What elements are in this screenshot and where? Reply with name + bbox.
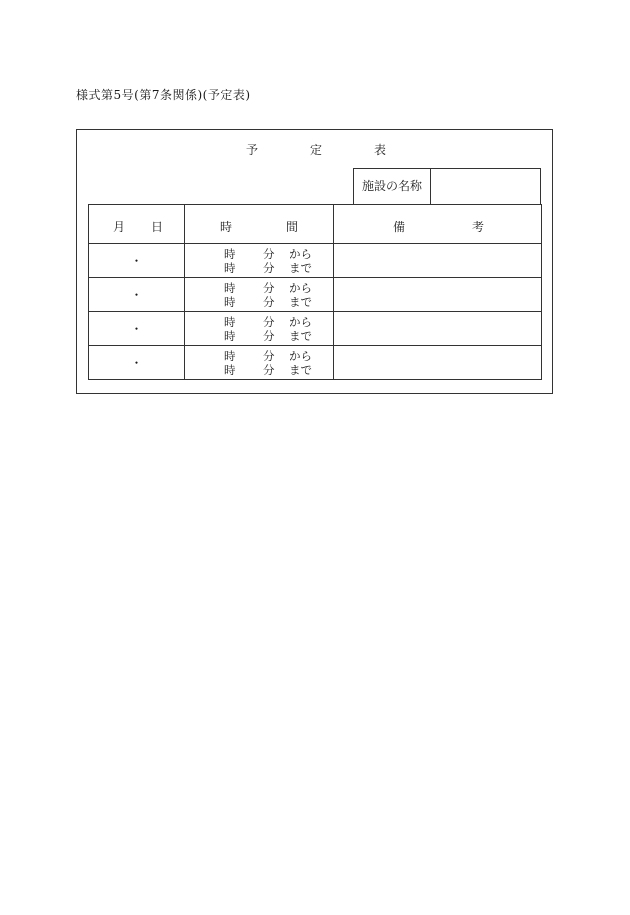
title-char-3: 表	[374, 143, 387, 157]
time-cell[interactable]	[185, 278, 334, 312]
facility-name-label: 施設の名称	[354, 169, 431, 204]
time-to-suffix: まで	[289, 329, 312, 343]
header-time-label-1: 時	[220, 220, 233, 234]
time-from-hour-label: 時	[224, 349, 236, 363]
time-from-line	[185, 315, 334, 329]
time-to-line	[185, 261, 334, 275]
time-to-hour-label: 時	[224, 261, 236, 275]
time-to-minute-label: 分	[263, 329, 275, 343]
time-from-suffix: から	[289, 349, 312, 363]
title-char-2: 定	[310, 143, 323, 157]
time-from-hour-label: 時	[224, 281, 236, 295]
time-cell[interactable]	[185, 244, 334, 278]
header-day-label: 日	[151, 220, 164, 234]
date-cell[interactable]: ・	[89, 346, 185, 380]
time-to-line	[185, 329, 334, 343]
time-from-minute-label: 分	[263, 349, 275, 363]
time-from-minute-label: 分	[263, 281, 275, 295]
time-to-line	[185, 295, 334, 309]
time-to-hour-label: 時	[224, 329, 236, 343]
time-to-line	[185, 363, 334, 377]
date-cell[interactable]: ・	[89, 312, 185, 346]
form-number-heading: 様式第5号(第7条関係)(予定表)	[76, 88, 251, 102]
header-remarks-label-1: 備	[393, 220, 406, 234]
remarks-cell[interactable]	[334, 346, 542, 380]
date-cell[interactable]: ・	[89, 278, 185, 312]
time-from-hour-label: 時	[224, 315, 236, 329]
remarks-cell[interactable]	[334, 312, 542, 346]
time-cell[interactable]	[185, 346, 334, 380]
time-to-minute-label: 分	[263, 295, 275, 309]
header-time-label-2: 間	[286, 220, 299, 234]
time-to-suffix: まで	[289, 261, 312, 275]
time-from-hour-label: 時	[224, 247, 236, 261]
time-to-hour-label: 時	[224, 363, 236, 377]
time-to-suffix: まで	[289, 295, 312, 309]
time-from-minute-label: 分	[263, 247, 275, 261]
time-to-suffix: まで	[289, 363, 312, 377]
schedule-table	[88, 204, 542, 380]
remarks-cell[interactable]	[334, 278, 542, 312]
remarks-cell[interactable]	[334, 244, 542, 278]
time-to-minute-label: 分	[263, 363, 275, 377]
time-from-suffix: から	[289, 315, 312, 329]
header-time	[185, 205, 334, 244]
time-to-hour-label: 時	[224, 295, 236, 309]
time-from-suffix: から	[289, 281, 312, 295]
header-remarks-label-2: 考	[472, 220, 485, 234]
table-row	[89, 244, 542, 278]
table-header-row	[89, 205, 542, 244]
time-cell[interactable]	[185, 312, 334, 346]
time-from-line	[185, 247, 334, 261]
table-row	[89, 278, 542, 312]
time-from-minute-label: 分	[263, 315, 275, 329]
title-char-1: 予	[246, 143, 259, 157]
facility-name-box	[353, 168, 541, 204]
time-to-minute-label: 分	[263, 261, 275, 275]
time-from-line	[185, 349, 334, 363]
header-remarks	[334, 205, 542, 244]
table-row	[89, 312, 542, 346]
header-date	[89, 205, 185, 244]
time-from-suffix: から	[289, 247, 312, 261]
table-row	[89, 346, 542, 380]
header-month-label: 月	[113, 220, 126, 234]
time-from-line	[185, 281, 334, 295]
date-cell[interactable]: ・	[89, 244, 185, 278]
facility-name-field[interactable]	[431, 169, 540, 204]
